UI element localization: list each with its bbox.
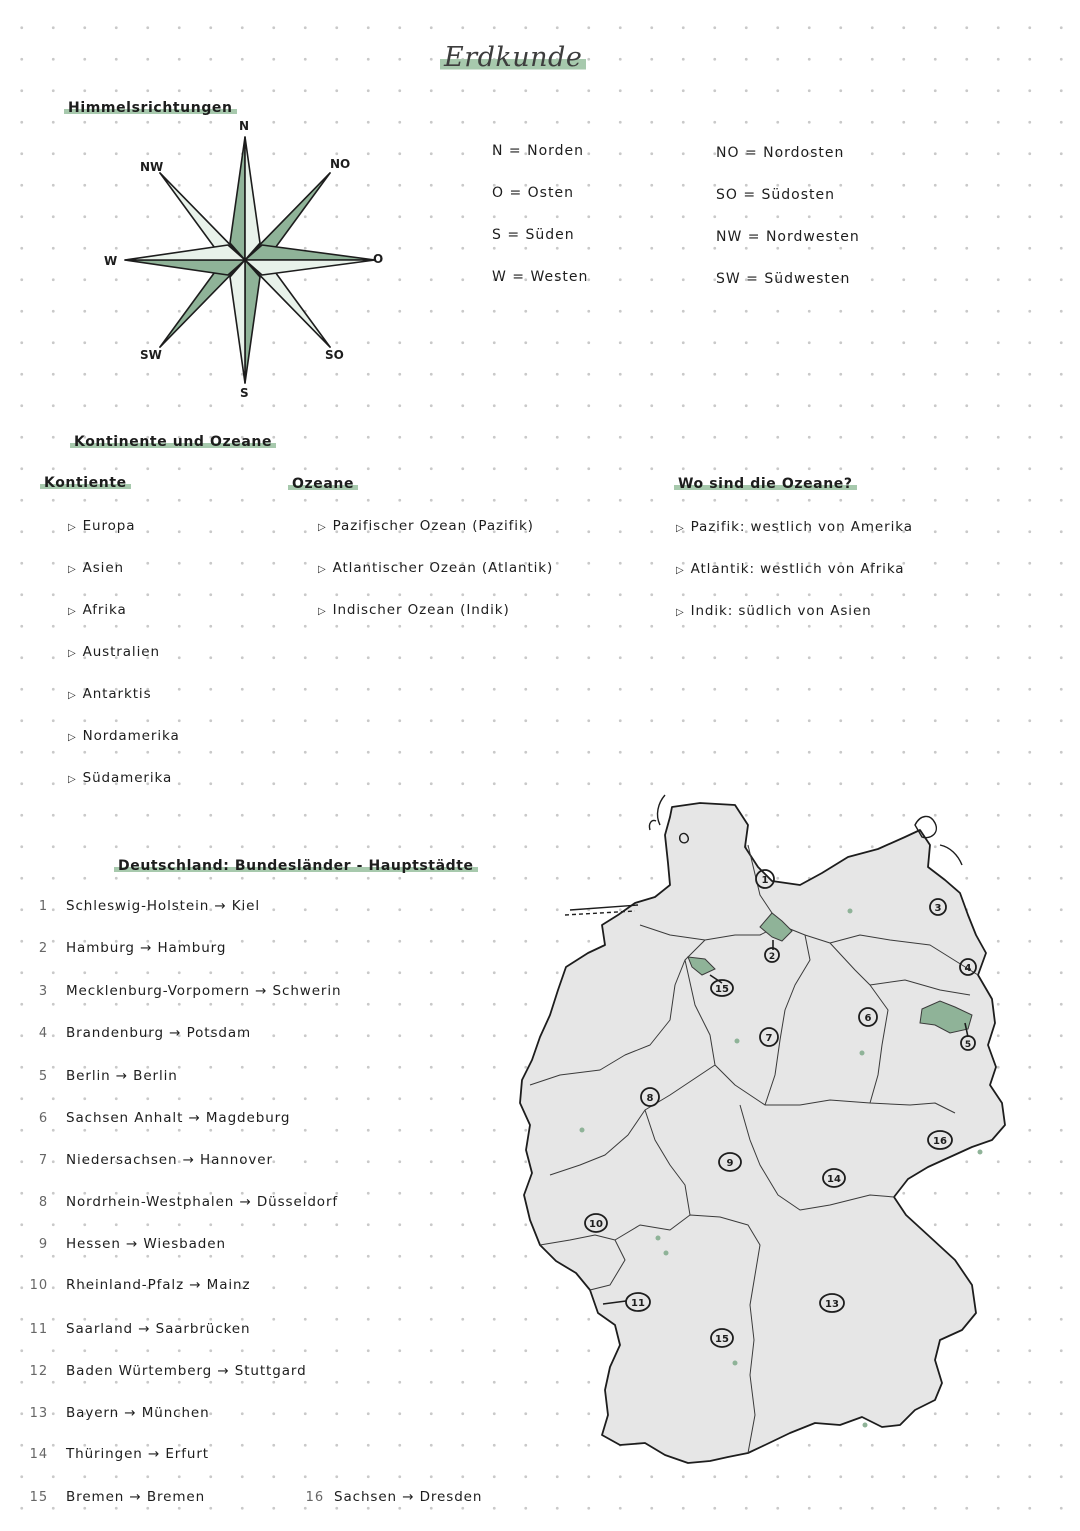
- section-heading-deutschland: Deutschland: Bundesländer - Hauptstädte: [114, 858, 478, 874]
- map-number: 1: [761, 875, 769, 886]
- ozean-lage-item: ▷ Atlantik: westlich von Afrika: [676, 561, 905, 577]
- bundesland-item: 13 Bayern → München: [29, 1405, 210, 1421]
- ozean-item: ▷ Atlantischer Ozean (Atlantik): [318, 560, 554, 576]
- abbr-norden: N = Norden: [492, 143, 585, 159]
- bundesland-item: 7 Niedersachsen → Hannover: [38, 1152, 273, 1168]
- abbr-suedwesten: SW = Südwesten: [716, 271, 851, 287]
- map-number: 16: [933, 1136, 947, 1147]
- bundesland-item: 1 Schleswig-Holstein → Kiel: [38, 898, 261, 914]
- map-number: 15: [715, 1334, 729, 1345]
- kontinente-column-title: Kontiente: [40, 475, 131, 491]
- compass-label-w: W: [104, 254, 118, 268]
- compass-label-s: S: [240, 386, 249, 400]
- bundesland-item: 8 Nordrhein-Westphalen → Düsseldorf: [38, 1194, 339, 1210]
- bundesland-item: 3 Mecklenburg-Vorpomern → Schwerin: [38, 983, 342, 999]
- bundesland-item: 10 Rheinland-Pfalz → Mainz: [29, 1277, 251, 1293]
- map-number: 8: [646, 1093, 654, 1104]
- compass-label-n: N: [239, 119, 250, 133]
- page-title: Erdkunde: [440, 42, 586, 73]
- map-number: 3: [934, 903, 942, 914]
- map-number: 15: [715, 984, 729, 995]
- bundesland-item: 2 Hamburg → Hamburg: [38, 940, 227, 956]
- ozean-lage-item: ▷ Indik: südlich von Asien: [676, 603, 872, 619]
- compass-label-so: SO: [325, 348, 344, 362]
- abbr-nordosten: NO = Nordosten: [716, 145, 845, 161]
- abbr-westen: W = Westen: [492, 269, 589, 285]
- map-number: 4: [964, 963, 972, 974]
- ozean-item: ▷ Indischer Ozean (Indik): [318, 602, 510, 618]
- germany-map: [510, 785, 1030, 1505]
- map-number: 6: [864, 1013, 872, 1024]
- ozeane-column-title: Ozeane: [288, 476, 358, 492]
- kontinent-item: ▷ Asien: [68, 560, 124, 576]
- ozean-lage-item: ▷ Pazifik: westlich von Amerika: [676, 519, 913, 535]
- kontinent-item: ▷ Nordamerika: [68, 728, 180, 744]
- abbr-nordwesten: NW = Nordwesten: [716, 229, 860, 245]
- bundesland-item: 12 Baden Würtemberg → Stuttgard: [29, 1363, 307, 1379]
- bundesland-item: 4 Brandenburg → Potsdam: [38, 1025, 252, 1041]
- compass-label-no: NO: [330, 157, 351, 171]
- kontinent-item: ▷ Europa: [68, 518, 136, 534]
- section-heading-kontinente-ozeane: Kontinente und Ozeane: [70, 434, 276, 450]
- compass-label-o: O: [373, 252, 384, 266]
- map-number: 13: [825, 1299, 839, 1310]
- bundesland-item: 14 Thüringen → Erfurt: [29, 1446, 209, 1462]
- compass-rose: [90, 115, 400, 405]
- kontinent-item: ▷ Afrika: [68, 602, 127, 618]
- compass-label-nw: NW: [140, 160, 164, 174]
- bundesland-item: 9 Hessen → Wiesbaden: [38, 1236, 226, 1252]
- abbr-suedosten: SO = Südosten: [716, 187, 836, 203]
- wo-ozeane-column-title: Wo sind die Ozeane?: [674, 476, 857, 492]
- map-number: 9: [726, 1158, 734, 1169]
- bundesland-item: 11 Saarland → Saarbrücken: [29, 1321, 251, 1337]
- map-number: 2: [768, 952, 776, 962]
- map-number: 11: [631, 1298, 645, 1309]
- compass-label-sw: SW: [140, 348, 162, 362]
- map-number: 10: [589, 1219, 603, 1230]
- section-heading-himmelsrichtungen: Himmelsrichtungen: [64, 100, 237, 116]
- bundesland-item: 16 Sachsen → Dresden: [305, 1489, 483, 1505]
- abbr-sueden: S = Süden: [492, 227, 575, 243]
- kontinent-item: ▷ Südamerika: [68, 770, 173, 786]
- map-number: 7: [765, 1033, 773, 1044]
- bundesland-item: 6 Sachsen Anhalt → Magdeburg: [38, 1110, 291, 1126]
- bundesland-item: 15 Bremen → Bremen: [29, 1489, 206, 1505]
- ozean-item: ▷ Pazifischer Ozean (Pazifik): [318, 518, 534, 534]
- kontinent-item: ▷ Australien: [68, 644, 160, 660]
- map-number: 14: [827, 1174, 841, 1185]
- abbr-osten: O = Osten: [492, 185, 574, 201]
- map-number: 5: [964, 1040, 972, 1050]
- bundesland-item: 5 Berlin → Berlin: [38, 1068, 178, 1084]
- kontinent-item: ▷ Antarktis: [68, 686, 152, 702]
